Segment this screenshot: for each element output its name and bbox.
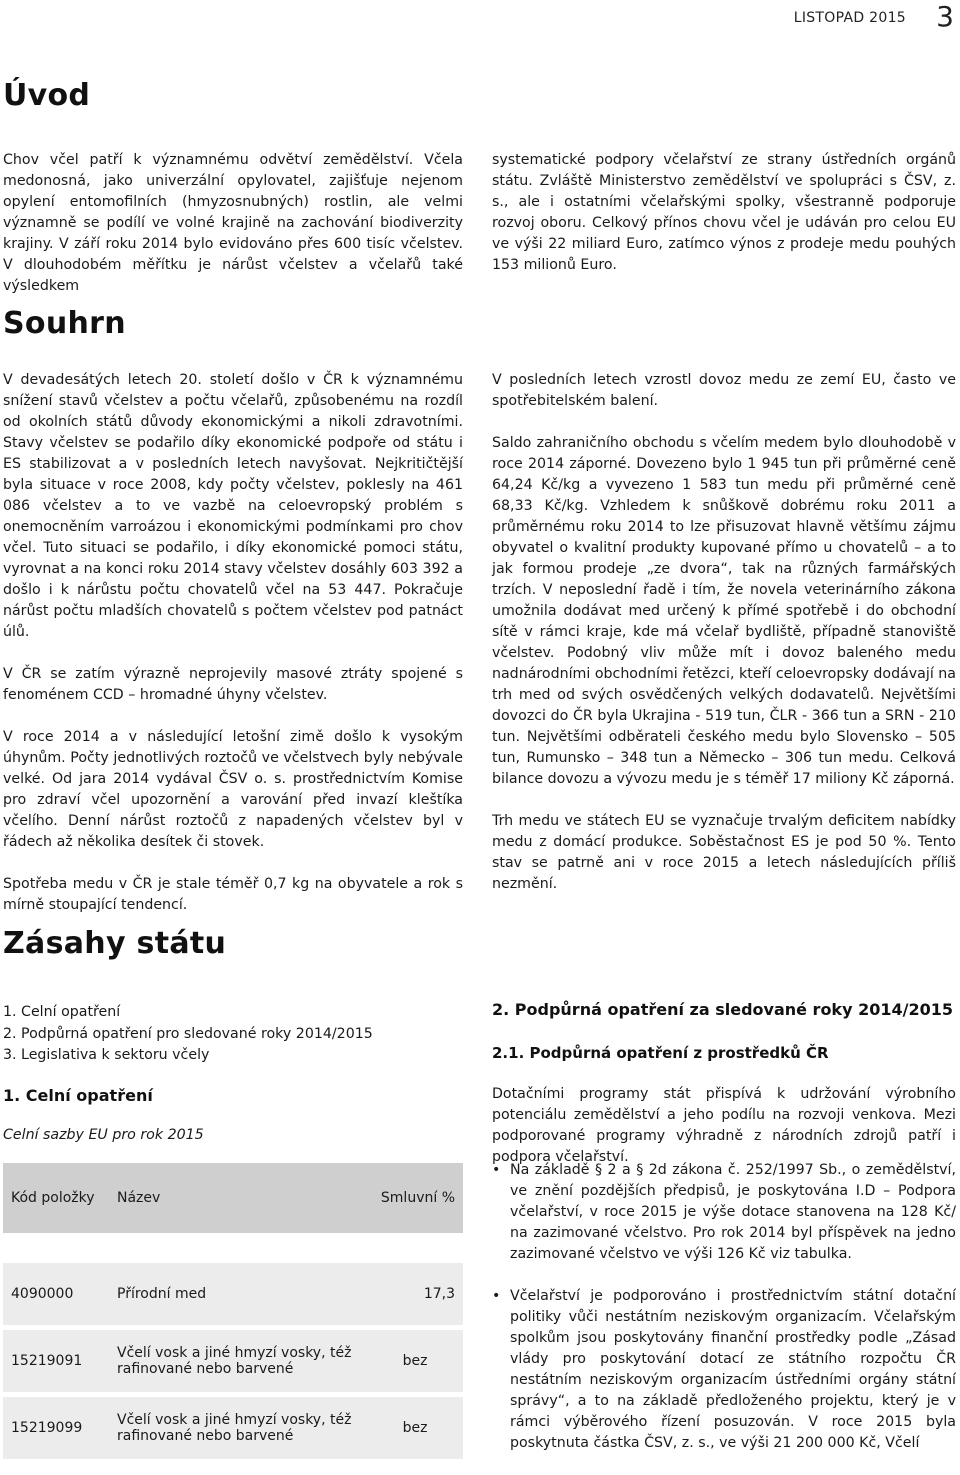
list-item: 3. Legislativa k sektoru včely [3,1047,210,1063]
cell-rate: bez [367,1395,463,1462]
cell-code: 15219099 [3,1395,109,1462]
issue-label: LISTOPAD 2015 [793,10,906,26]
list-item: 1. Celní opatření [3,1004,121,1020]
state-heading: Zásahy státu [3,926,227,961]
cell-rate: 17,3 [367,1263,463,1328]
intro-right-column [492,150,956,276]
intro-left-column [3,150,463,297]
intro-left-text: Chov včel patří k významnému odvětví zemědělství. Včela medonosná, jako univerzální opylovatel, zajišťuje nejenom opylení entomofilních (hmyzosnubných) rostlin, ale velmi významně se podílí ve volné krajině na zachování biodiverzity krajiny. V září roku 2014 bylo evidováno přes 600 tisíc včelstev. V dlouhodobém měřítku je nárůst včelstev a včelařů také výsledkem [3,152,463,294]
summary-left-column [3,370,463,916]
list-item [492,1160,956,1265]
page-header [560,0,960,34]
list-item [492,1286,956,1454]
table-row [3,1328,463,1395]
summary-paragraph: V roce 2014 a v následující letošní zimě došlo k vysokým úhynům. Počty jednotlivých roztočů ve včelstvech byly nebývale velké. Od jara 2014 vydával ČSV o. s. prostřednictvím Komise pro zdraví včel upozornění a varování před invazí kleštíka včelího. Denní nárůst roztočů z napadených včelstev byl v řádech až několika desítek či stovek. [3,729,463,850]
cell-code: 15219091 [3,1328,109,1395]
cell-name: Včelí vosk a jiné hmyzí vosky, též rafinované nebo barvené [109,1395,367,1462]
table-caption: Celní sazby EU pro rok 2015 [3,1127,204,1143]
cell-name: Včelí vosk a jiné hmyzí vosky, též rafinované nebo barvené [109,1328,367,1395]
table-header-row [3,1163,463,1233]
cell-rate: bez [367,1328,463,1395]
section-1-heading: 1. Celní opatření [3,1086,153,1105]
table-spacer [3,1233,463,1263]
section-2-1-heading: 2.1. Podpůrná opatření z prostředků ČR [492,1044,829,1062]
summary-right-column [492,370,956,895]
section-2-1-intro [492,1084,956,1168]
summary-paragraph: V devadesátých letech 20. století došlo v ČR k významnému snížení stavů včelstev a počtu včelařů, způsobenému na rozdíl od okolních států důvody ekonomickými a nikoli zdravotními. Stavy včelstev se podařilo díky ekonomické podpoře od státu i ES stabilizovat a v posledních letech navyšovat. Nejkritičtější byla situace v roce 2008, kdy počty včelstev, poklesly na 461 086 včelstev a to ve vazbě na celoevropský problém s onemocněním varroázou i ekonomickými podmínkami pro chov včel. Tuto situaci se podařilo, i díky ekonomické pomoci státu, vyrovnat a na konci roku 2014 stavy včelstev dosáhly 603 392 a došlo i k nárůstu počtu chovatelů včel na 53 447. Pokračuje nárůst počtu mladších chovatelů s počtem včelstev pod patnáct úlů. [3,372,463,640]
summary-paragraph: Saldo zahraničního obchodu s včelím medem bylo dlouhodobě v roce 2014 záporné. Dovezeno bylo 1 945 tun při průměrné ceně 64,24 Kč/kg a vyvezeno 1 583 tun medu při průměrné ceně 68,33 Kč/kg. Vzhledem k snůškově dobrému roku 2011 a průměrnému roku 2014 to lze přisuzovat hlavně většímu zájmu obyvatel o kvalitní produkty kupované přímo u chovatelů – a to jak formou prodeje „ze dvora“, tak na různých farmářských trzích. V neposlední řadě i tím, že novela veterinárního zákona umožnila dodávat med určený k přímé spotřebě i do obchodní sítě v rámci kraje, kde má včelař bydliště, případně stanoviště včelstev. Podobný vliv může mít i dovoz baleného medu nadnárodními obchodními řetězci, kteří celoevropsky dodávají na trh med od svých osvědčených velkých dodavatelů. Největšími dovozci do ČR byla Ukrajina - 519 tun, ČLR - 366 tun a SRN - 210 tun. Největšími odběrateli českého medu bylo Slovensko – 505 tun, Rumunsko – 348 tun a Německo – 306 tun medu. Celková bilance dovozu a vývozu medu je s téměř 17 miliony Kč záporná. [492,435,956,787]
summary-paragraph: V ČR se zatím výrazně neprojevily masové ztráty spojené s fenoménem CCD – hromadné úhyny včelstev. [3,666,463,703]
section-2-1-text: Dotačními programy stát přispívá k udržování výrobního potenciálu zemědělství a jeho podílu na rozvoji venkova. Mezi podporované programy výhradně z národních zdrojů patří i podpora včelařství. [492,1086,956,1165]
summary-paragraph: Spotřeba medu v ČR je stale téměř 0,7 kg na obyvatele a rok s mírně stoupající tendencí. [3,876,463,913]
section-2-heading: 2. Podpůrná opatření za sledované roky 2014/2015 [492,1000,953,1019]
bullet-text: Včelařství je podporováno i prostřednictvím státní dotační politiky vůči nestátním neziskovým organizacím. Včelařským spolkům jsou poskytovány finanční prostředky podle „Zásad vlády pro poskytování dotací ze státního rozpočtu ČR nestátním neziskovým organizacím ústředními orgány státní správy“, a to na základě předloženého projektu, který je v rámci výběrového řízení posuzován. V roce 2015 byla poskytnuta částka ČSV, z. s., ve výši 21 200 000 Kč, Včelí [510,1288,956,1451]
table-row [3,1263,463,1328]
summary-heading: Souhrn [3,306,126,341]
list-item: 2. Podpůrná opatření pro sledované roky 2014/2015 [3,1025,373,1042]
summary-paragraph: V posledních letech vzrostl dovoz medu ze zemí EU, často ve spotřebitelském balení. [492,372,956,409]
tariff-table [3,1163,463,1464]
page-number: 3 [936,0,954,33]
column-header-rate: Smluvní % [367,1163,463,1233]
intro-right-text: systematické podpory včelařství ze strany ústředních orgánů státu. Zvláště Ministerstvo zemědělství ve spolupráci s ČSV, z. s., ale i ostatními včelařskými spolky, všestranně podporuje rozvoj oboru. Celkový přínos chovu včel je udáván pro celou EU ve výši 22 miliard Euro, zatímco výnos z prodeje medu pouhých 153 milionů Euro. [492,152,956,273]
summary-paragraph: Trh medu ve státech EU se vyznačuje trvalým deficitem nabídky medu z domácí produkce. Soběstačnost ES je pod 50 %. Tento stav se patrně ani v roce 2015 a letech následujících příliš nezmění. [492,813,956,892]
column-header-code: Kód položky [3,1163,109,1233]
table-row [3,1395,463,1462]
column-header-name: Název [109,1163,367,1233]
intro-heading: Úvod [3,78,91,113]
state-topic-list [3,1002,463,1067]
bullet-text: Na základě § 2 a § 2d zákona č. 252/1997 Sb., o zemědělství, ve znění pozdějších předpisů, je poskytována I.D – Podpora včelařství, v roce 2015 je výše dotace stanovena na 128 Kč/ na zazimované včelstvo. Pro rok 2014 byl příspěvek na jedno zazimované včelstvo ve výši 126 Kč viz tabulka. [510,1162,956,1262]
bullet-icon: • [492,1288,501,1304]
bullet-icon: • [492,1162,501,1178]
cell-name: Přírodní med [109,1263,367,1328]
support-bullet-list [492,1160,956,1475]
cell-code: 4090000 [3,1263,109,1328]
